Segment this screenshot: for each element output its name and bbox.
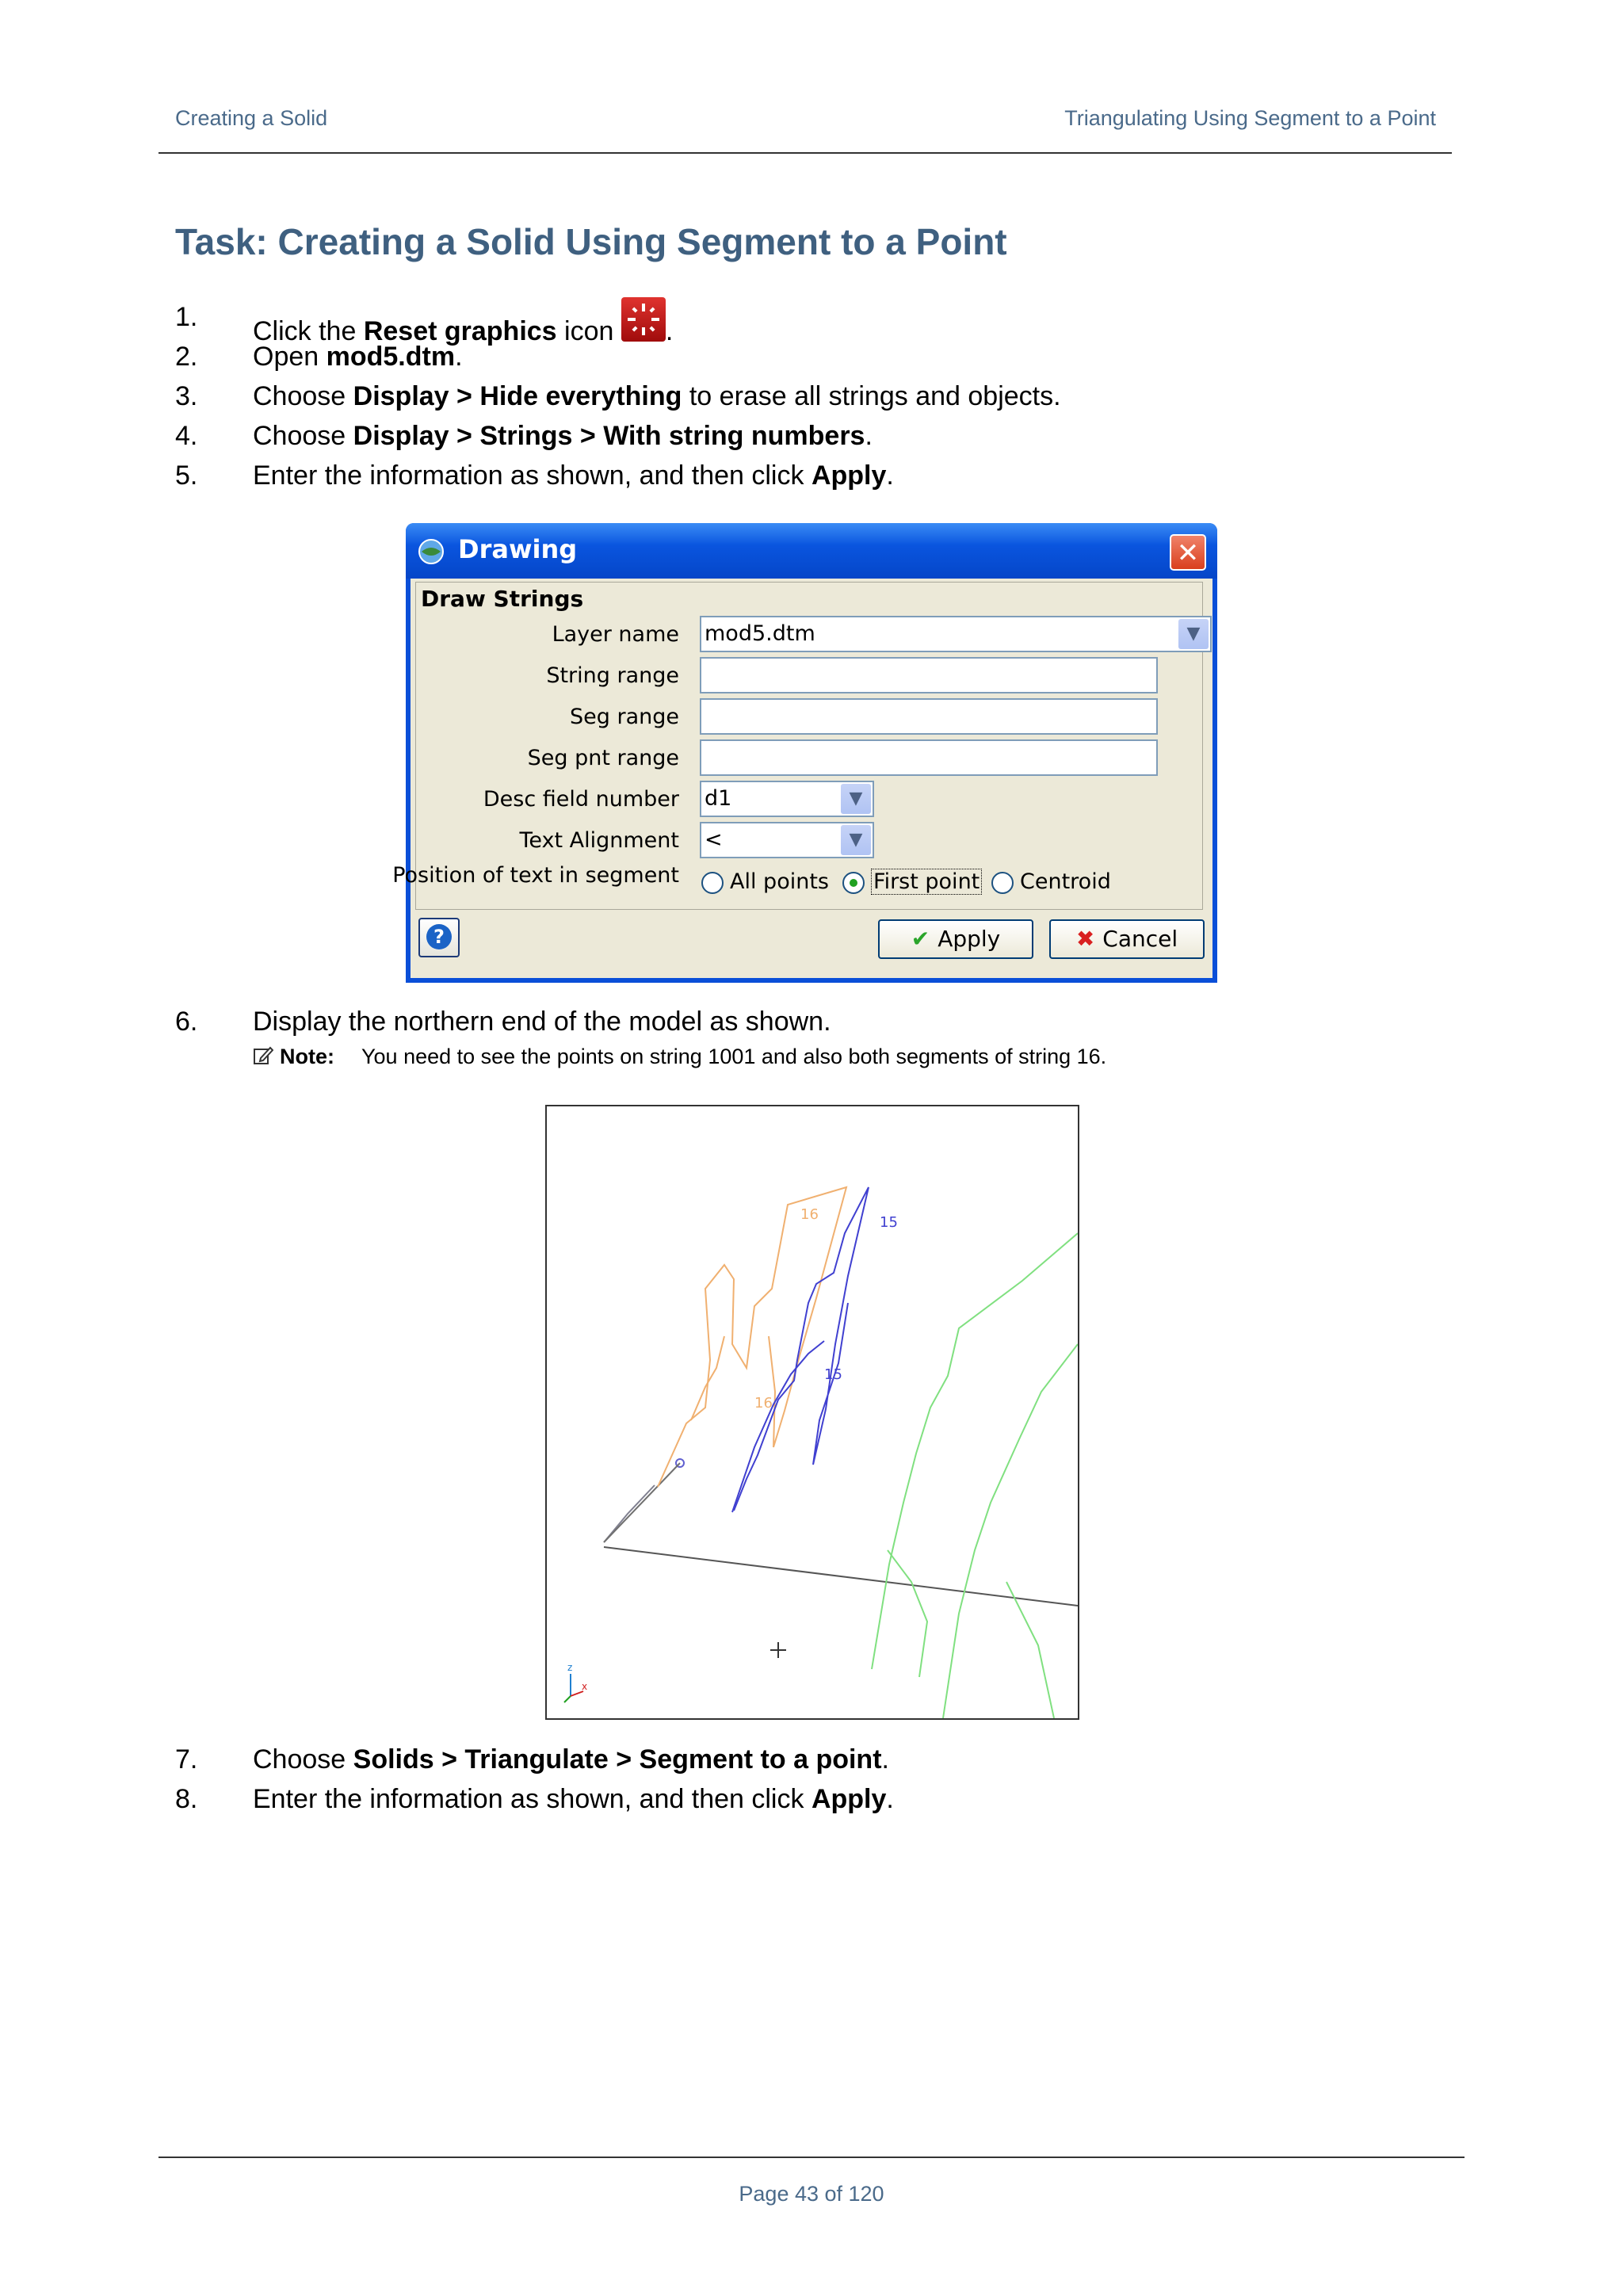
step-text: Click the Reset graphics icon .: [253, 297, 673, 351]
step-text: Display the northern end of the model as shown.: [253, 1007, 831, 1037]
string-range-label: String range: [546, 663, 679, 688]
step-number: 2.: [175, 342, 198, 372]
help-icon: ?: [426, 924, 452, 949]
layer-name-label: Layer name: [552, 622, 679, 647]
seg-range-label: Seg range: [570, 705, 679, 729]
svg-text:z: z: [567, 1662, 573, 1673]
svg-text:x: x: [582, 1681, 588, 1692]
close-button[interactable]: ✕: [1170, 534, 1206, 571]
seg-pnt-range-input[interactable]: [700, 739, 1158, 776]
page-number: Page 43 of 120: [739, 2182, 884, 2206]
string-label-15: 15: [880, 1214, 898, 1231]
chevron-down-icon[interactable]: ▼: [841, 825, 871, 855]
step-number: 1.: [175, 302, 198, 332]
string-green-line-c: [888, 1550, 927, 1677]
axis-triad-icon: [564, 1662, 587, 1702]
cancel-button[interactable]: ✖ Cancel: [1049, 919, 1205, 959]
step-text: Choose Display > Strings > With string numbers.: [253, 421, 873, 451]
text-alignment-select[interactable]: < ▼: [700, 822, 874, 858]
header-chapter: Creating a Solid: [175, 106, 328, 130]
note-pencil-icon: [253, 1045, 273, 1066]
step-number: 8.: [175, 1784, 198, 1814]
seg-pnt-range-label: Seg pnt range: [527, 746, 679, 770]
dialog-title: Drawing: [458, 534, 578, 564]
model-drawing: [547, 1106, 1078, 1718]
string-green-line-b: [943, 1344, 1078, 1718]
layer-name-select[interactable]: mod5.dtm ▼: [700, 616, 1212, 652]
chevron-down-icon[interactable]: ▼: [1178, 619, 1209, 649]
radio-all-points[interactable]: All points: [701, 869, 829, 894]
footer-divider: [158, 2157, 1465, 2158]
apply-button[interactable]: ✔ Apply: [878, 919, 1033, 959]
step-number: 6.: [175, 1007, 198, 1037]
desc-field-select[interactable]: d1 ▼: [700, 781, 874, 817]
dialog-titlebar[interactable]: [406, 523, 1217, 579]
baseline-line: [604, 1547, 1078, 1606]
desc-field-label: Desc field number: [483, 787, 679, 812]
checkmark-icon: ✔: [911, 926, 930, 952]
note-text: You need to see the points on string 1001 and also both segments of string 16.: [361, 1045, 1107, 1068]
string-label-15b: 15: [824, 1366, 842, 1383]
group-title: Draw Strings: [421, 586, 584, 612]
chevron-down-icon[interactable]: ▼: [841, 784, 871, 814]
radio-centroid[interactable]: Centroid: [991, 869, 1111, 894]
string-range-input[interactable]: [700, 657, 1158, 693]
step-number: 5.: [175, 460, 198, 491]
radio-first-point[interactable]: First point: [842, 869, 982, 894]
text-alignment-label: Text Alignment: [519, 828, 679, 853]
reset-graphics-icon[interactable]: [621, 297, 666, 342]
step-text: Enter the information as shown, and then click Apply.: [253, 1784, 894, 1814]
cross-icon: ✖: [1075, 926, 1095, 952]
dialog-body: [392, 579, 1212, 978]
note: [253, 1045, 1106, 1069]
header-divider: [158, 152, 1452, 154]
position-label: Position of text in segment: [392, 863, 679, 888]
string-green-line: [872, 1233, 1078, 1669]
string-label-16b: 16: [754, 1395, 773, 1412]
globe-icon: [417, 537, 445, 566]
string-1001-segment: [604, 1463, 680, 1542]
drawing-dialog: [392, 523, 1217, 983]
step-number: 7.: [175, 1744, 198, 1775]
model-viewport[interactable]: [545, 1105, 1079, 1720]
step-text: Enter the information as shown, and then click Apply.: [253, 460, 894, 491]
help-button[interactable]: [418, 918, 460, 957]
step-text: Choose Solids > Triangulate > Segment to a point.: [253, 1744, 889, 1775]
string-label-16: 16: [800, 1206, 819, 1223]
draw-strings-group: [392, 582, 1203, 910]
step-number: 4.: [175, 421, 198, 451]
step-number: 3.: [175, 381, 198, 411]
step-text: Choose Display > Hide everything to erase all strings and objects.: [253, 381, 1061, 411]
header-section: Triangulating Using Segment to a Point: [1064, 106, 1436, 130]
note-label: Note:: [280, 1045, 334, 1068]
step-text: Open mod5.dtm.: [253, 342, 463, 372]
seg-range-input[interactable]: [700, 698, 1158, 735]
page-title: Task: Creating a Solid Using Segment to a Point: [175, 221, 1007, 262]
